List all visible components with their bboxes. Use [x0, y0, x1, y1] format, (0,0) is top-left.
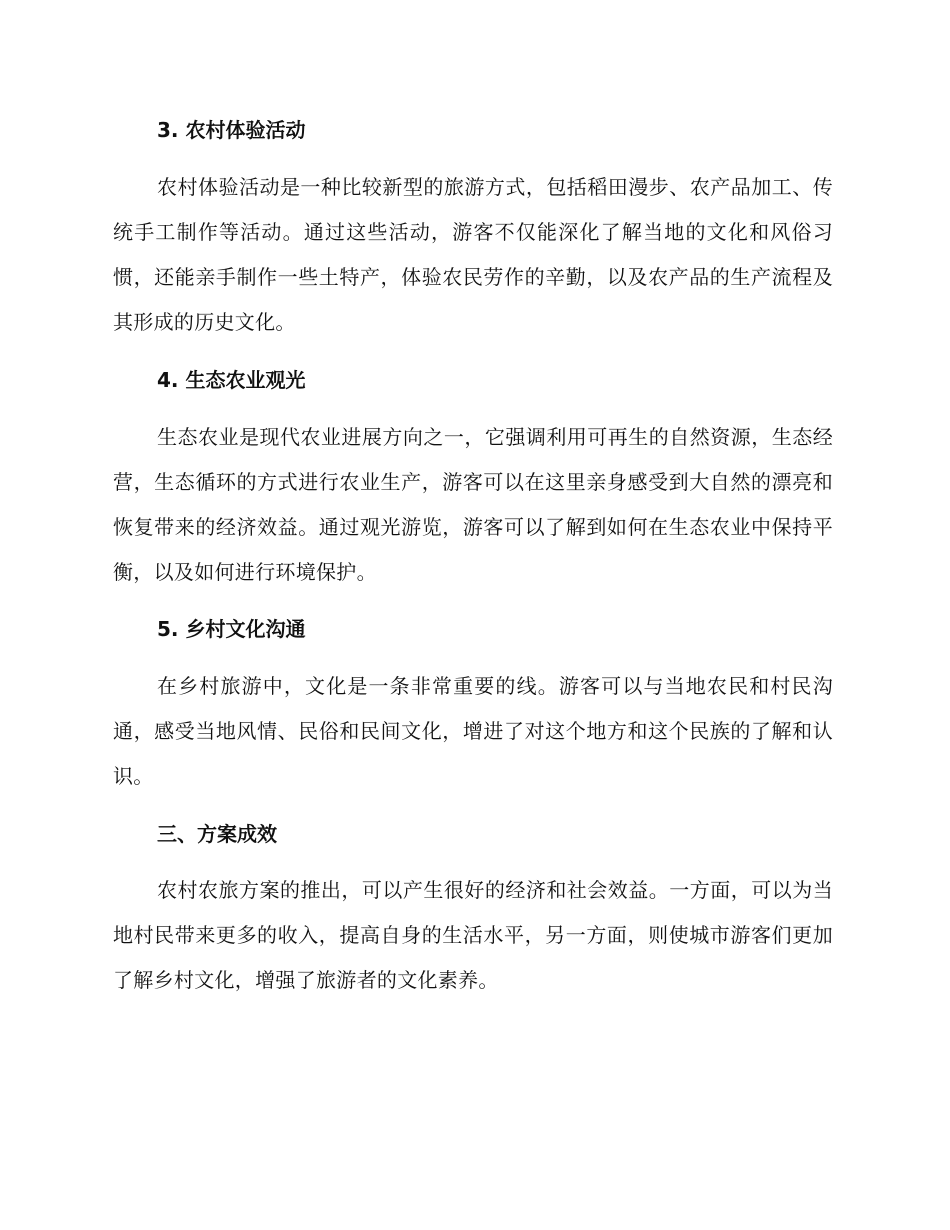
section-heading-culture-exchange: 5. 乡村文化沟通 [157, 617, 306, 641]
section-heading-rural-experience: 3. 农村体验活动 [157, 118, 306, 142]
section-body-rural-experience: 农村体验活动是一种比较新型的旅游方式，包括稻田漫步、农产品加工、传统手工制作等活动。通过这些活动，游客不仅能深化了解当地的文化和风俗习惯，还能亲手制作一些土特产，体验农民劳作的辛勤，以及农产品的生产流程及其形成的历史文化。 [113, 175, 833, 334]
section-body-eco-agriculture: 生态农业是现代农业进展方向之一，它强调利用可再生的自然资源，生态经营，生态循环的方式进行农业生产，游客可以在这里亲身感受到大自然的漂亮和恢复带来的经济效益。通过观光游览，游客可以了解到如何在生态农业中保持平衡，以及如何进行环境保护。 [113, 425, 833, 584]
section-heading-eco-agriculture: 4. 生态农业观光 [157, 368, 306, 392]
section-heading-outcomes: 三、方案成效 [157, 822, 277, 846]
section-body-culture-exchange: 在乡村旅游中，文化是一条非常重要的线。游客可以与当地农民和村民沟通，感受当地风情、民俗和民间文化，增进了对这个地方和这个民族的了解和认识。 [113, 674, 833, 788]
section-body-outcomes: 农村农旅方案的推出，可以产生很好的经济和社会效益。一方面，可以为当地村民带来更多的收入，提高自身的生活水平，另一方面，则使城市游客们更加了解乡村文化，增强了旅游者的文化素养。 [113, 878, 833, 992]
